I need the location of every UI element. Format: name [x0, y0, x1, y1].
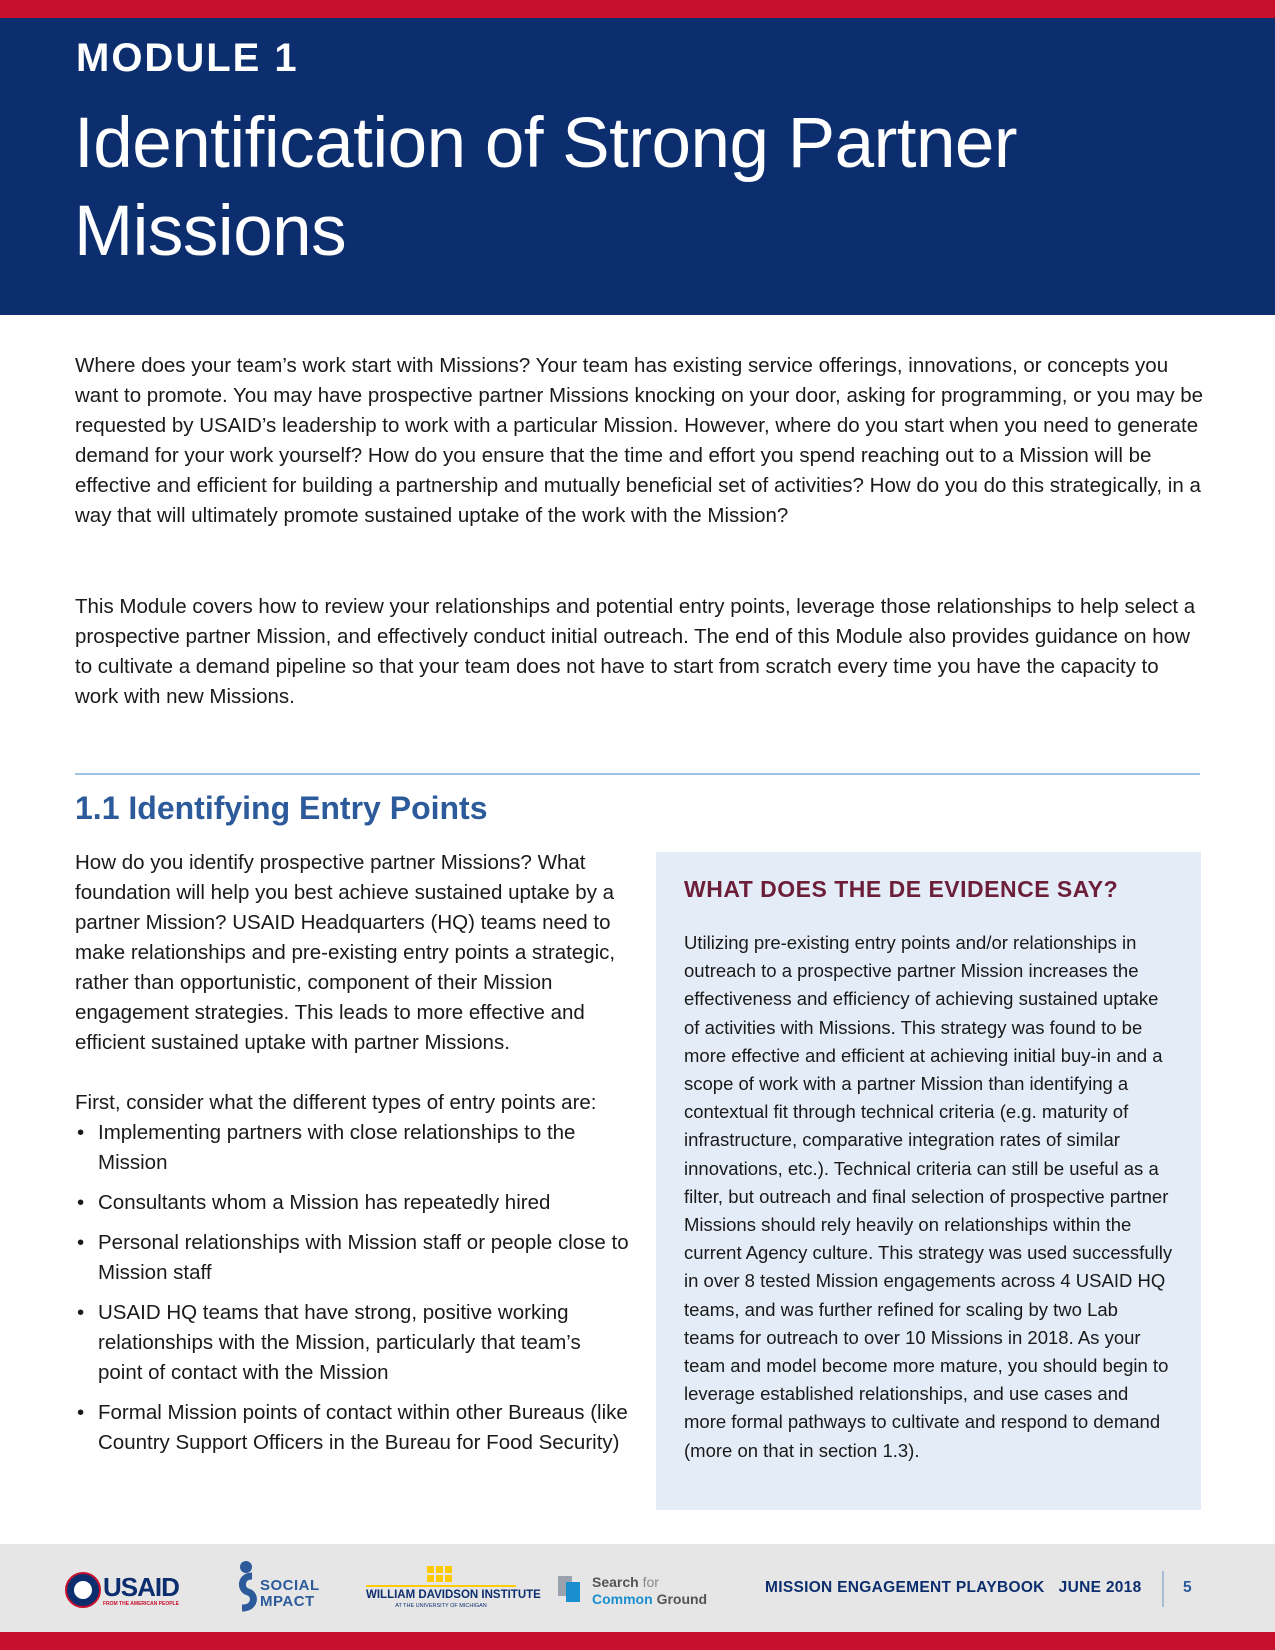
entry-points-list: [75, 1118, 630, 1458]
search-for-common-ground-logo: Search for Common Ground: [558, 1574, 718, 1610]
section-heading: 1.1 Identifying Entry Points: [75, 790, 488, 826]
section-paragraph: How do you identify prospective partner Missions? What foundation will help you best achieve sustained uptake by a partner Mission? USAID Headquarters (HQ) teams need to make relationships and pre-existing entry points a strategic, rather than opportunistic, component of their Mission engagement strategies. This leads to more effective and efficient sustained uptake with partner Missions.: [75, 851, 616, 1054]
usaid-logo: USAID FROM THE AMERICAN PEOPLE: [65, 1572, 185, 1608]
intro-paragraph-1: Where does your team’s work start with Missions? Your team has existing service offerings, innovations, or concepts you want to promote. You may have prospective partner Missions knocking on your door, asking for programming, or you may be requested by USAID’s leadership to work with a particular Mission. However, where do you start when you need to generate demand for your work yourself? How do you ensure that the time and effort you spend reaching out to a Mission will be effective and efficient for building a partnership and mutually beneficial set of activities? How do you do this strategically, in a way that will ultimately promote sustained uptake of the work with the Mission?: [75, 354, 1204, 527]
section-divider: [75, 773, 1200, 775]
bottom-red-stripe: [0, 1632, 1275, 1650]
bullet-icon: •: [77, 1231, 85, 1254]
footer-publication-title: MISSION ENGAGEMENT PLAYBOOK JUNE 2018: [765, 1579, 1142, 1596]
list-item: • USAID HQ teams that have strong, positive working relationships with the Mission, particularly that team’s point of contact with the Mission: [75, 1298, 630, 1388]
usaid-seal-icon: [65, 1572, 101, 1608]
social-impact-logo: SOCIAL MPACT: [238, 1560, 338, 1616]
module-label: MODULE 1: [76, 36, 299, 80]
top-red-stripe: [0, 0, 1275, 18]
list-item: • Personal relationships with Mission staff or people close to Mission staff: [75, 1228, 630, 1288]
bullet-icon: •: [77, 1301, 85, 1324]
wdi-blocks-icon: [427, 1566, 453, 1582]
evidence-body: Utilizing pre-existing entry points and/or relationships in outreach to a prospective partner Mission increases the effectiveness and efficiency of achieving sustained uptake of activities with Missions. This strategy was found to be more effective and efficient at achieving initial buy-in and a scope of work with a partner Mission than identifying a contextual fit through technical criteria (e.g. maturity of infrastructure, comparative integration rates of similar innovations, etc.). Technical criteria can still be useful as a filter, but outreach and final selection of prospective partner Missions should rely heavily on relationships within the current Agency culture. This strategy was used successfully in over 8 tested Mission engagements across 4 USAID HQ teams, and was further refined for scaling by two Lab teams for outreach to over 10 Missions in 2018. As your team and model become more mature, you should begin to leverage established relationships, and use cases and more formal pathways to cultivate and respond to demand (more on that in section 1.3).: [684, 932, 1173, 1461]
list-intro: First, consider what the different types of entry points are:: [75, 1091, 597, 1114]
bullet-icon: •: [77, 1401, 85, 1424]
list-item: • Consultants whom a Mission has repeatedly hired: [75, 1188, 630, 1218]
intro-paragraph-2: This Module covers how to review your relationships and potential entry points, leverage those relationships to help select a prospective partner Mission, and effectively conduct initial outreach. The end of this Module also provides guidance on how to cultivate a demand pipeline so that your team does not have to start from scratch every time you have the capacity to work with new Missions.: [75, 595, 1196, 708]
page-number: 5: [1183, 1579, 1192, 1596]
sfcg-mark-icon: [558, 1576, 588, 1604]
list-item: • Formal Mission points of contact within other Bureaus (like Country Support Officers in the Bureau for Food Security): [75, 1398, 630, 1458]
footer-date: JUNE 2018: [1058, 1579, 1142, 1596]
social-impact-mark-icon: [238, 1560, 258, 1614]
list-item: • Implementing partners with close relationships to the Mission: [75, 1118, 630, 1178]
footer-divider: [1162, 1571, 1164, 1607]
bullet-icon: •: [77, 1191, 85, 1214]
william-davidson-institute-logo: WILLIAM DAVIDSON INSTITUTE AT THE UNIVERSITY OF MICHIGAN: [366, 1566, 516, 1610]
evidence-callout-box: [656, 852, 1201, 1510]
evidence-title: WHAT DOES THE DE EVIDENCE SAY?: [684, 876, 1119, 902]
section-body: [75, 848, 630, 1468]
page-title: Identification of Strong Partner Missions: [74, 104, 1018, 271]
bullet-icon: •: [77, 1121, 85, 1144]
